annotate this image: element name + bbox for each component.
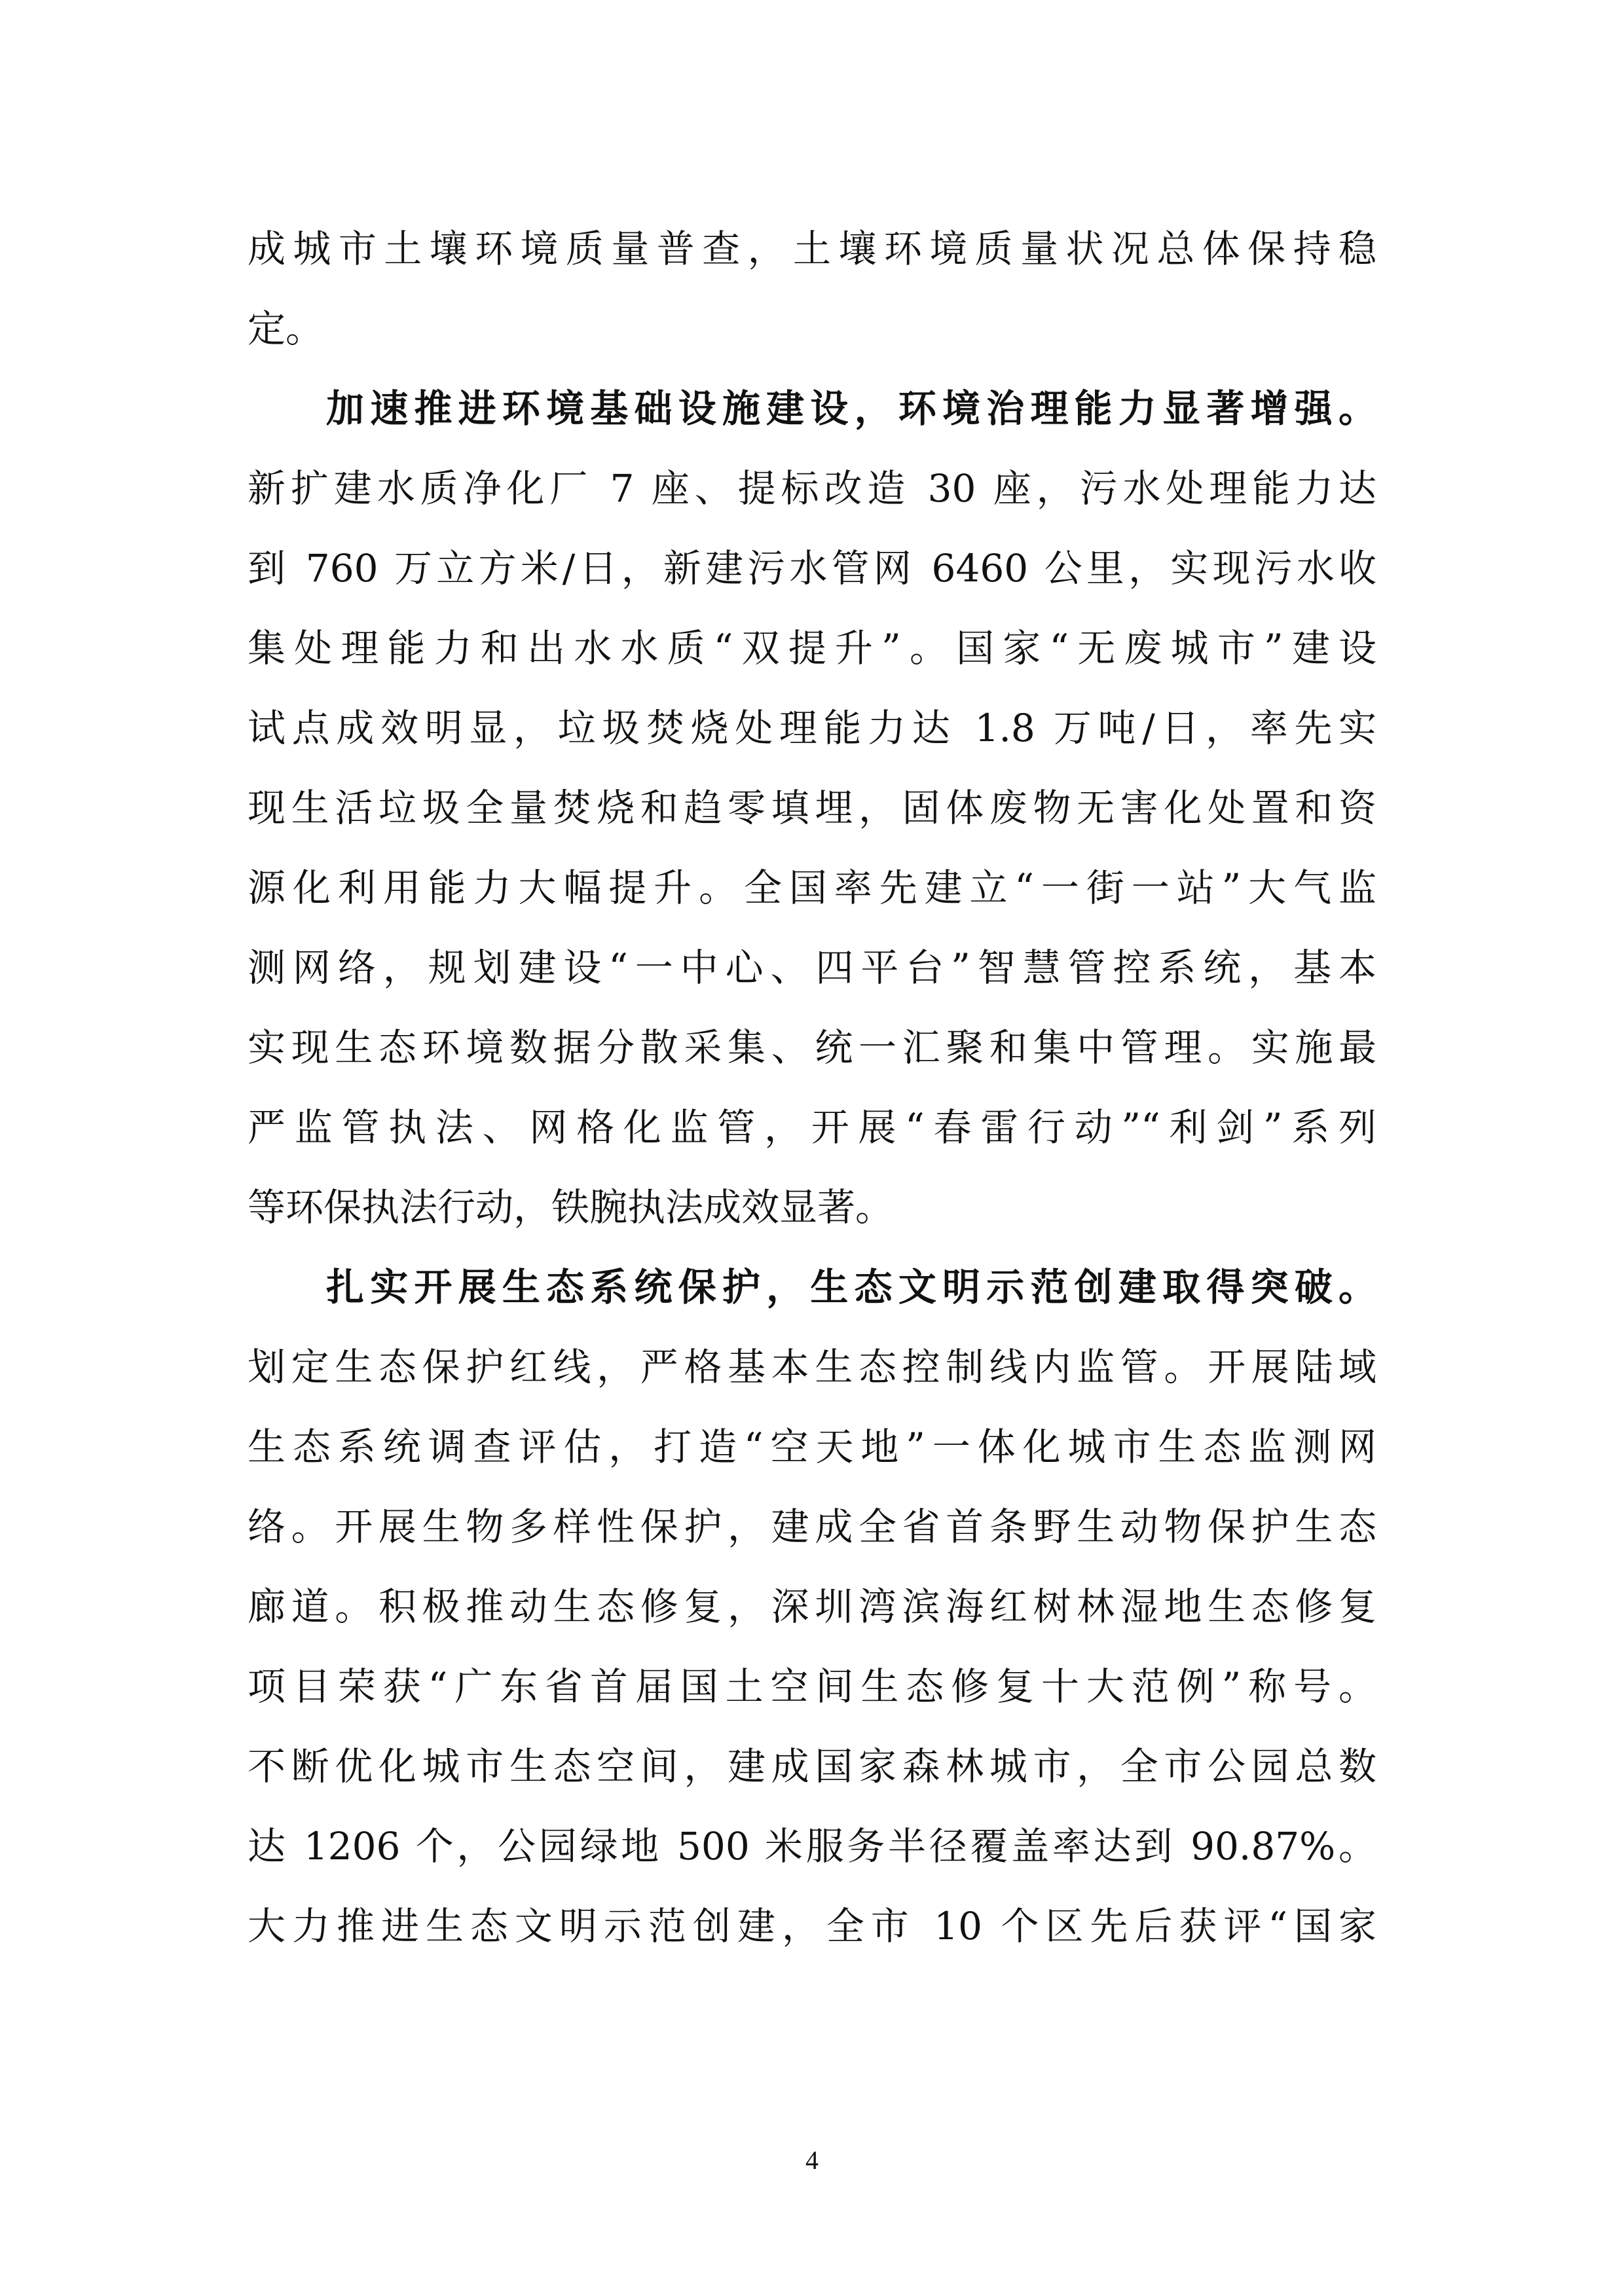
text-line-19: 项目荣获“广东省首届国土空间生态修复十大范例”称号。 (248, 1664, 1376, 1709)
page-number: 4 (805, 2145, 819, 2175)
text-line-22: 大力推进生态文明示范创建，全市 10 个区先后获评“国家 (248, 1904, 1376, 1948)
text-line-2: 定。 (248, 306, 324, 351)
text-line-1: 成城市土壤环境质量普查，土壤环境质量状况总体保持稳 (248, 227, 1376, 271)
text-line-9: 源化利用能力大幅提升。全国率先建立“一街一站”大气监 (248, 866, 1376, 910)
text-line-16: 生态系统调查评估，打造“空天地”一体化城市生态监测网 (248, 1425, 1376, 1469)
text-line-18: 廊道。积极推动生态修复，深圳湾滨海红树林湿地生态修复 (248, 1584, 1376, 1629)
text-line-13: 等环保执法行动，铁腕执法成效显著。 (248, 1185, 894, 1230)
text-line-8: 现生活垃圾全量焚烧和趋零填埋，固体废物无害化处置和资 (248, 786, 1376, 830)
section-heading-infrastructure: 加速推进环境基础设施建设，环境治理能力显著增强。 (326, 386, 1376, 431)
text-line-10: 测网络，规划建设“一中心、四平台”智慧管控系统，基本 (248, 945, 1376, 990)
section-heading-ecosystem: 扎实开展生态系统保护，生态文明示范创建取得突破。 (326, 1265, 1376, 1309)
text-line-6: 集处理能力和出水水质“双提升”。国家“无废城市”建设 (248, 626, 1376, 670)
text-line-12: 严监管执法、网格化监管，开展“春雷行动”“利剑”系列 (248, 1105, 1376, 1150)
text-line-15: 划定生态保护红线，严格基本生态控制线内监管。开展陆域 (248, 1345, 1376, 1389)
text-line-20: 不断优化城市生态空间，建成国家森林城市，全市公园总数 (248, 1744, 1376, 1789)
text-line-5: 到 760 万立方米/日，新建污水管网 6460 公里，实现污水收 (248, 546, 1376, 591)
text-line-21: 达 1206 个，公园绿地 500 米服务半径覆盖率达到 90.87%。 (248, 1824, 1376, 1868)
text-line-4: 新扩建水质净化厂 7 座、提标改造 30 座，污水处理能力达 (248, 466, 1376, 511)
text-line-17: 络。开展生物多样性保护，建成全省首条野生动物保护生态 (248, 1504, 1376, 1549)
text-line-11: 实现生态环境数据分散采集、统一汇聚和集中管理。实施最 (248, 1025, 1376, 1070)
text-line-7: 试点成效明显，垃圾焚烧处理能力达 1.8 万吨/日，率先实 (248, 706, 1376, 750)
